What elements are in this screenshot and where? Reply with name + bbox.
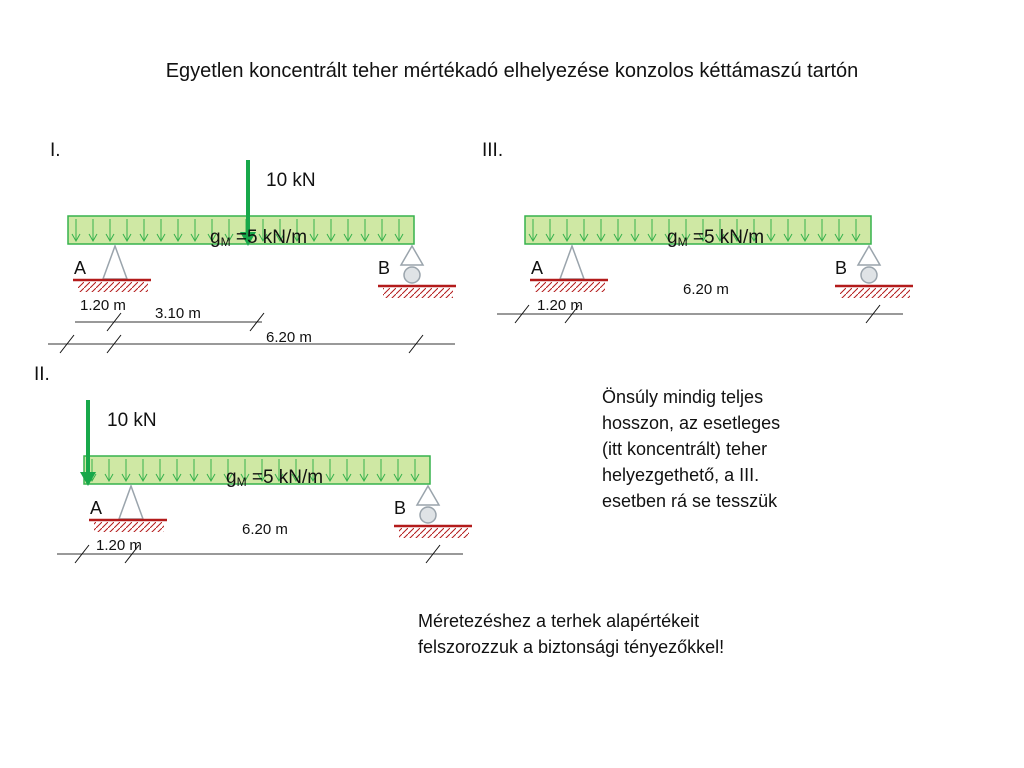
panel-3-label: III.	[482, 140, 504, 161]
panel-1-dim-span: 6.20 m	[266, 329, 312, 346]
note-self-weight: Önsúly mindig teljes hosszon, az esetleges (itt koncentrált) teher helyezgethető, a III. esetben rá se tesszük	[602, 387, 781, 511]
panel-3-support-a-label: A	[531, 258, 544, 278]
support-a-hatch	[535, 282, 605, 292]
load-value: =5 kN/m	[692, 227, 765, 248]
panel-1-support-a-label: A	[74, 258, 87, 278]
panel-2-dim-span: 6.20 m	[242, 521, 288, 538]
load-symbol: g	[210, 227, 221, 248]
support-b-hatch	[399, 528, 469, 538]
support-b-triangle	[417, 486, 439, 505]
load-subscript: M	[236, 475, 247, 489]
support-a-hatch	[78, 282, 148, 292]
support-b-triangle	[858, 246, 880, 265]
support-a-hatch	[94, 522, 164, 532]
panel-1-dim-cantilever: 1.20 m	[80, 297, 126, 314]
panel-1-dim-force-pos: 3.10 m	[155, 305, 201, 322]
support-b-hatch	[840, 288, 910, 298]
panel-1-label: I.	[50, 140, 61, 161]
note-design: Méretezéshez a terhek alapértékeit felszorozzuk a biztonsági tényezőkkel!	[418, 611, 725, 657]
support-b-roller	[861, 267, 877, 283]
panel-2-force-label: 10 kN	[107, 410, 157, 431]
support-a-triangle	[119, 486, 143, 519]
load-value: =5 kN/m	[251, 467, 324, 488]
panel-3-dim-cantilever: 1.20 m	[537, 297, 583, 314]
support-b-triangle	[401, 246, 423, 265]
load-symbol: g	[226, 467, 237, 488]
load-subscript: M	[220, 235, 231, 249]
support-b-roller	[404, 267, 420, 283]
load-symbol: g	[667, 227, 678, 248]
panel-2-label: II.	[34, 364, 50, 385]
support-a-triangle	[103, 246, 127, 279]
support-b-roller	[420, 507, 436, 523]
panel-3-dim-span: 6.20 m	[683, 281, 729, 298]
panel-1-support-b-label: B	[378, 258, 391, 278]
panel-2-support-a-label: A	[90, 498, 103, 518]
panel-1-load-label	[210, 227, 307, 249]
support-b-hatch	[383, 288, 453, 298]
panel-2-support-b-label: B	[394, 498, 407, 518]
panel-3-support-b-label: B	[835, 258, 848, 278]
panel-2-dim-cantilever: 1.20 m	[96, 537, 142, 554]
slide-title: Egyetlen koncentrált teher mértékadó elhelyezése konzolos kéttámaszú tartón	[165, 60, 859, 82]
support-a-triangle	[560, 246, 584, 279]
panel-2-load-label	[226, 467, 323, 489]
load-subscript: M	[677, 235, 688, 249]
panel-3-load-label	[667, 227, 764, 249]
beam-1	[48, 160, 456, 353]
load-value: =5 kN/m	[235, 227, 308, 248]
panel-1-force-label: 10 kN	[266, 170, 316, 191]
